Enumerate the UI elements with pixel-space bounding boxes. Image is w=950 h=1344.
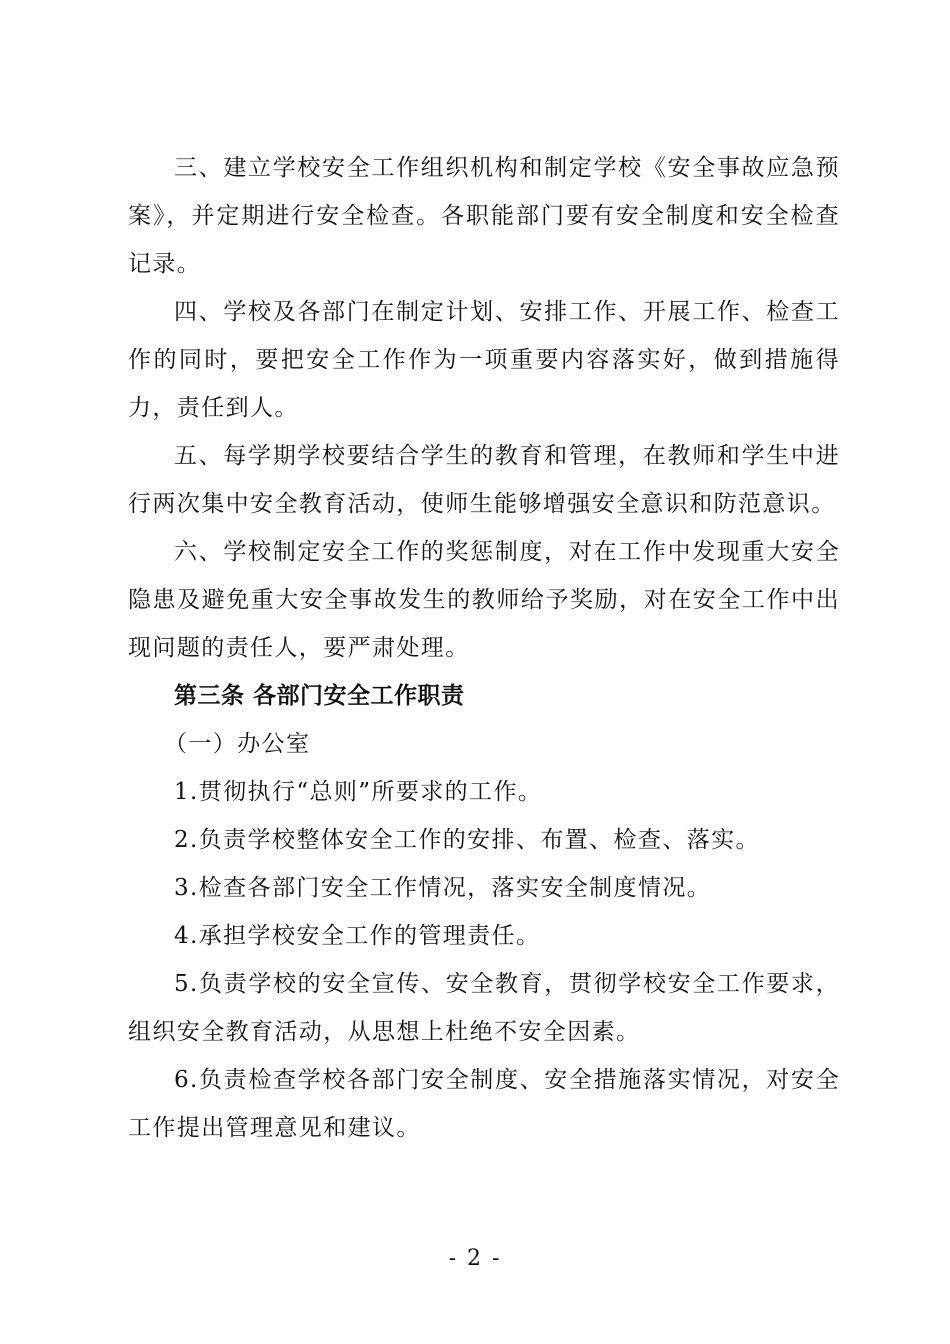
list-item: 1.贯彻执行“总则”所要求的工作。 bbox=[174, 779, 543, 805]
list-item: 5.负责学校的安全宣传、安全教育，贯彻学校安全工作要求，组织安全教育活动，从思想上杜绝不安全因素。 bbox=[128, 971, 840, 1045]
page-number: - 2 - bbox=[448, 1246, 502, 1271]
paragraph-six: 六、学校制定安全工作的奖惩制度，对在工作中发现重大安全隐患及避免重大安全事故发生的教师给予奖励，对在安全工作中出现问题的责任人，要严肃处理。 bbox=[128, 539, 840, 661]
document-body bbox=[128, 144, 840, 1152]
list-item: 4.承担学校安全工作的管理责任。 bbox=[174, 923, 541, 949]
list-item: 3.检查各部门安全工作情况，落实安全制度情况。 bbox=[174, 875, 712, 901]
article-heading: 第三条 各部门安全工作职责 bbox=[174, 683, 465, 709]
list-item: 2.负责学校整体安全工作的安排、布置、检查、落实。 bbox=[174, 827, 760, 853]
paragraph-three: 三、建立学校安全工作组织机构和制定学校《安全事故应急预案》，并定期进行安全检查。各职能部门要有安全制度和安全检查记录。 bbox=[128, 155, 840, 277]
list-item: 6.负责检查学校各部门安全制度、安全措施落实情况，对安全工作提出管理意见和建议。 bbox=[128, 1067, 840, 1141]
section-heading: （一）办公室 bbox=[164, 731, 311, 757]
paragraph-four: 四、学校及各部门在制定计划、安排工作、开展工作、检查工作的同时，要把安全工作作为一项重要内容落实好，做到措施得力，责任到人。 bbox=[128, 299, 840, 421]
paragraph-five: 五、每学期学校要结合学生的教育和管理，在教师和学生中进行两次集中安全教育活动，使师生能够增强安全意识和防范意识。 bbox=[128, 443, 840, 517]
